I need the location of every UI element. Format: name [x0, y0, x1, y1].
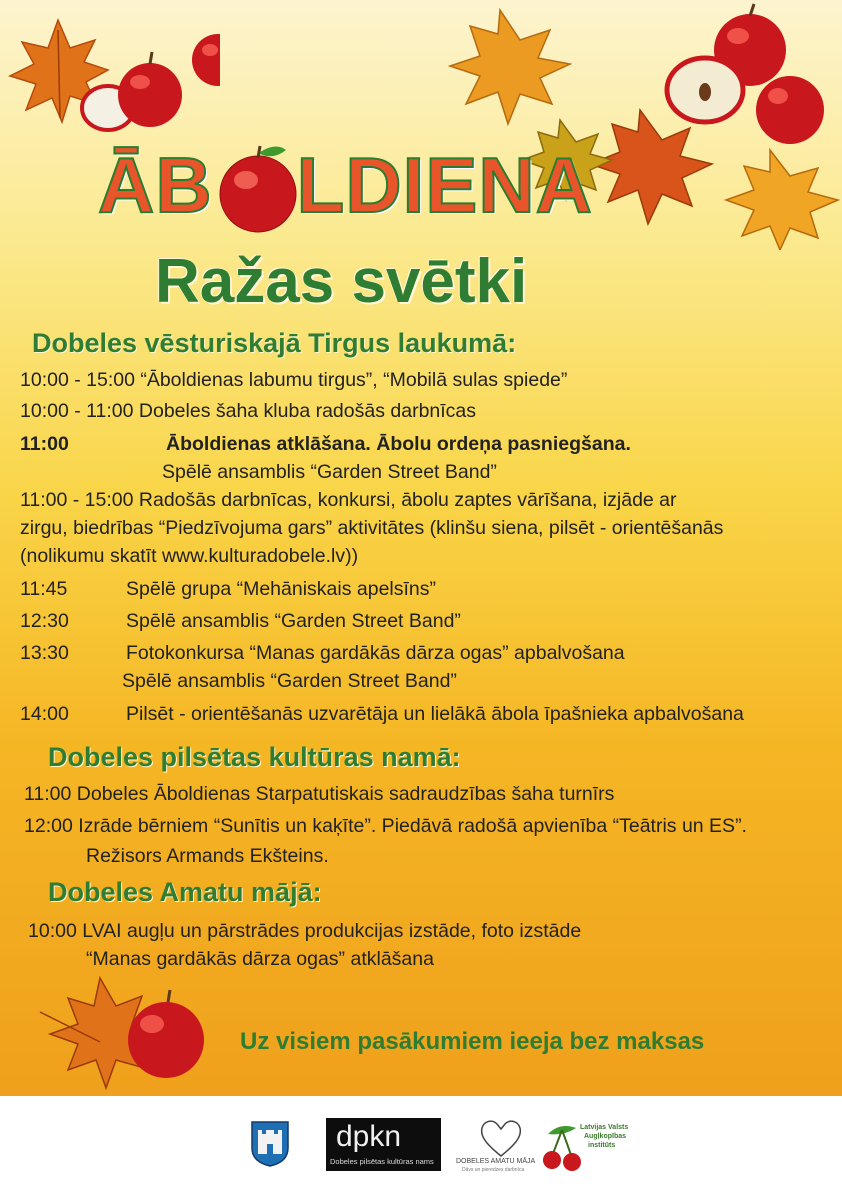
schedule-line: 10:00 - 11:00 Dobeles šaha kluba radošās darbnīcas — [20, 400, 477, 422]
schedule-time: 13:30 — [20, 642, 69, 664]
schedule-line: (nolikumu skatīt www.kulturadobele.lv)) — [20, 545, 359, 567]
lvai-line-3: institūts — [588, 1142, 616, 1149]
schedule-time: 12:30 — [20, 610, 69, 632]
maple-leaf-icon — [450, 10, 570, 124]
schedule-line-highlight: Āboldienas atklāšana. Ābolu ordeņa pasniegšana. — [166, 433, 631, 455]
section-heading-market: Dobeles vēsturiskajā Tirgus laukumā: — [32, 328, 517, 358]
schedule-line: Pilsēt - orientēšanās uzvarētāja un lielākā ābola īpašnieka apbalvošana — [126, 703, 744, 725]
schedule-line: 10:00 LVAI augļu un pārstrādes produkcijas izstāde, foto izstāde — [28, 920, 582, 942]
title-end: LDIENA — [296, 141, 594, 229]
section-heading-culture-house: Dobeles pilsētas kultūras namā: — [48, 742, 461, 772]
footer-logos — [0, 1096, 842, 1191]
apple-icon — [118, 52, 182, 127]
schedule-line: 12:00 Izrāde bērniem “Sunītis un kaķīte”. Piedāvā radošā apvienība “Teātris un ES”. — [24, 815, 747, 837]
apple-icon — [192, 34, 220, 86]
top-left-decoration — [0, 0, 220, 160]
bottom-left-decoration — [20, 972, 220, 1092]
lvai-line-1: Latvijas Valsts — [580, 1124, 629, 1131]
subtitle: Ražas svētki — [155, 247, 528, 316]
lvai-line-2: Augļkopības — [584, 1133, 627, 1140]
apple-icon — [756, 76, 824, 144]
schedule-line: Spēlē grupa “Mehāniskais apelsīns” — [126, 578, 437, 600]
schedule-line: Spēlē ansamblis “Garden Street Band” — [126, 610, 461, 632]
schedule-line: zirgu, biedrības “Piedzīvojuma gars” aktivitātes (klinšu siena, pilsēt - orientēšanās — [20, 517, 724, 539]
apple-half-icon — [667, 58, 743, 122]
schedule-line: “Manas gardākās dārza ogas” atklāšana — [86, 948, 434, 970]
title-apple-icon — [216, 142, 300, 234]
free-entry-note: Uz visiem pasākumiem ieeja bez maksas — [240, 1028, 705, 1055]
schedule-line: Spēlē ansamblis “Garden Street Band” — [122, 670, 457, 692]
heart-icon — [478, 1118, 524, 1158]
section-heading-crafts-house: Dobeles Amatu mājā: — [48, 877, 322, 907]
amatu-maja-tagline: Dāvs un pieredzes darbnīca — [462, 1167, 525, 1173]
schedule-time: 11:00 — [20, 433, 69, 455]
schedule-line: 11:00 - 15:00 Radošās darbnīcas, konkursi, ābolu zaptes vārīšana, izjāde ar — [20, 489, 677, 511]
schedule-line: Fotokonkursa “Manas gardākās dārza ogas” apbalvošana — [126, 642, 625, 664]
schedule-line: 11:00 Dobeles Āboldienas Starpatutiskais sadraudzības šaha turnīrs — [24, 783, 615, 805]
dpkn-caption: Dobeles pilsētas kultūras nams — [330, 1157, 434, 1166]
amatu-maja-label: DOBELES AMATU MĀJA — [456, 1158, 536, 1165]
page-title — [98, 140, 593, 231]
dpkn-logo — [326, 1118, 441, 1171]
dpkn-logo-text: dpkn — [336, 1120, 402, 1153]
maple-leaf-icon — [590, 110, 712, 224]
schedule-line: 10:00 - 15:00 “Āboldienas labumu tirgus”, “Mobilā sulas spiede” — [20, 369, 568, 391]
schedule-time: 14:00 — [20, 703, 69, 725]
maple-leaf-icon — [726, 150, 838, 250]
title-start: ĀB — [98, 141, 213, 229]
schedule-time: 11:45 — [20, 578, 68, 600]
dobele-coat-of-arms-icon — [250, 1120, 290, 1168]
schedule-line: Režisors Armands Ekšteins. — [86, 845, 329, 867]
schedule-line: Spēlē ansamblis “Garden Street Band” — [162, 461, 497, 483]
